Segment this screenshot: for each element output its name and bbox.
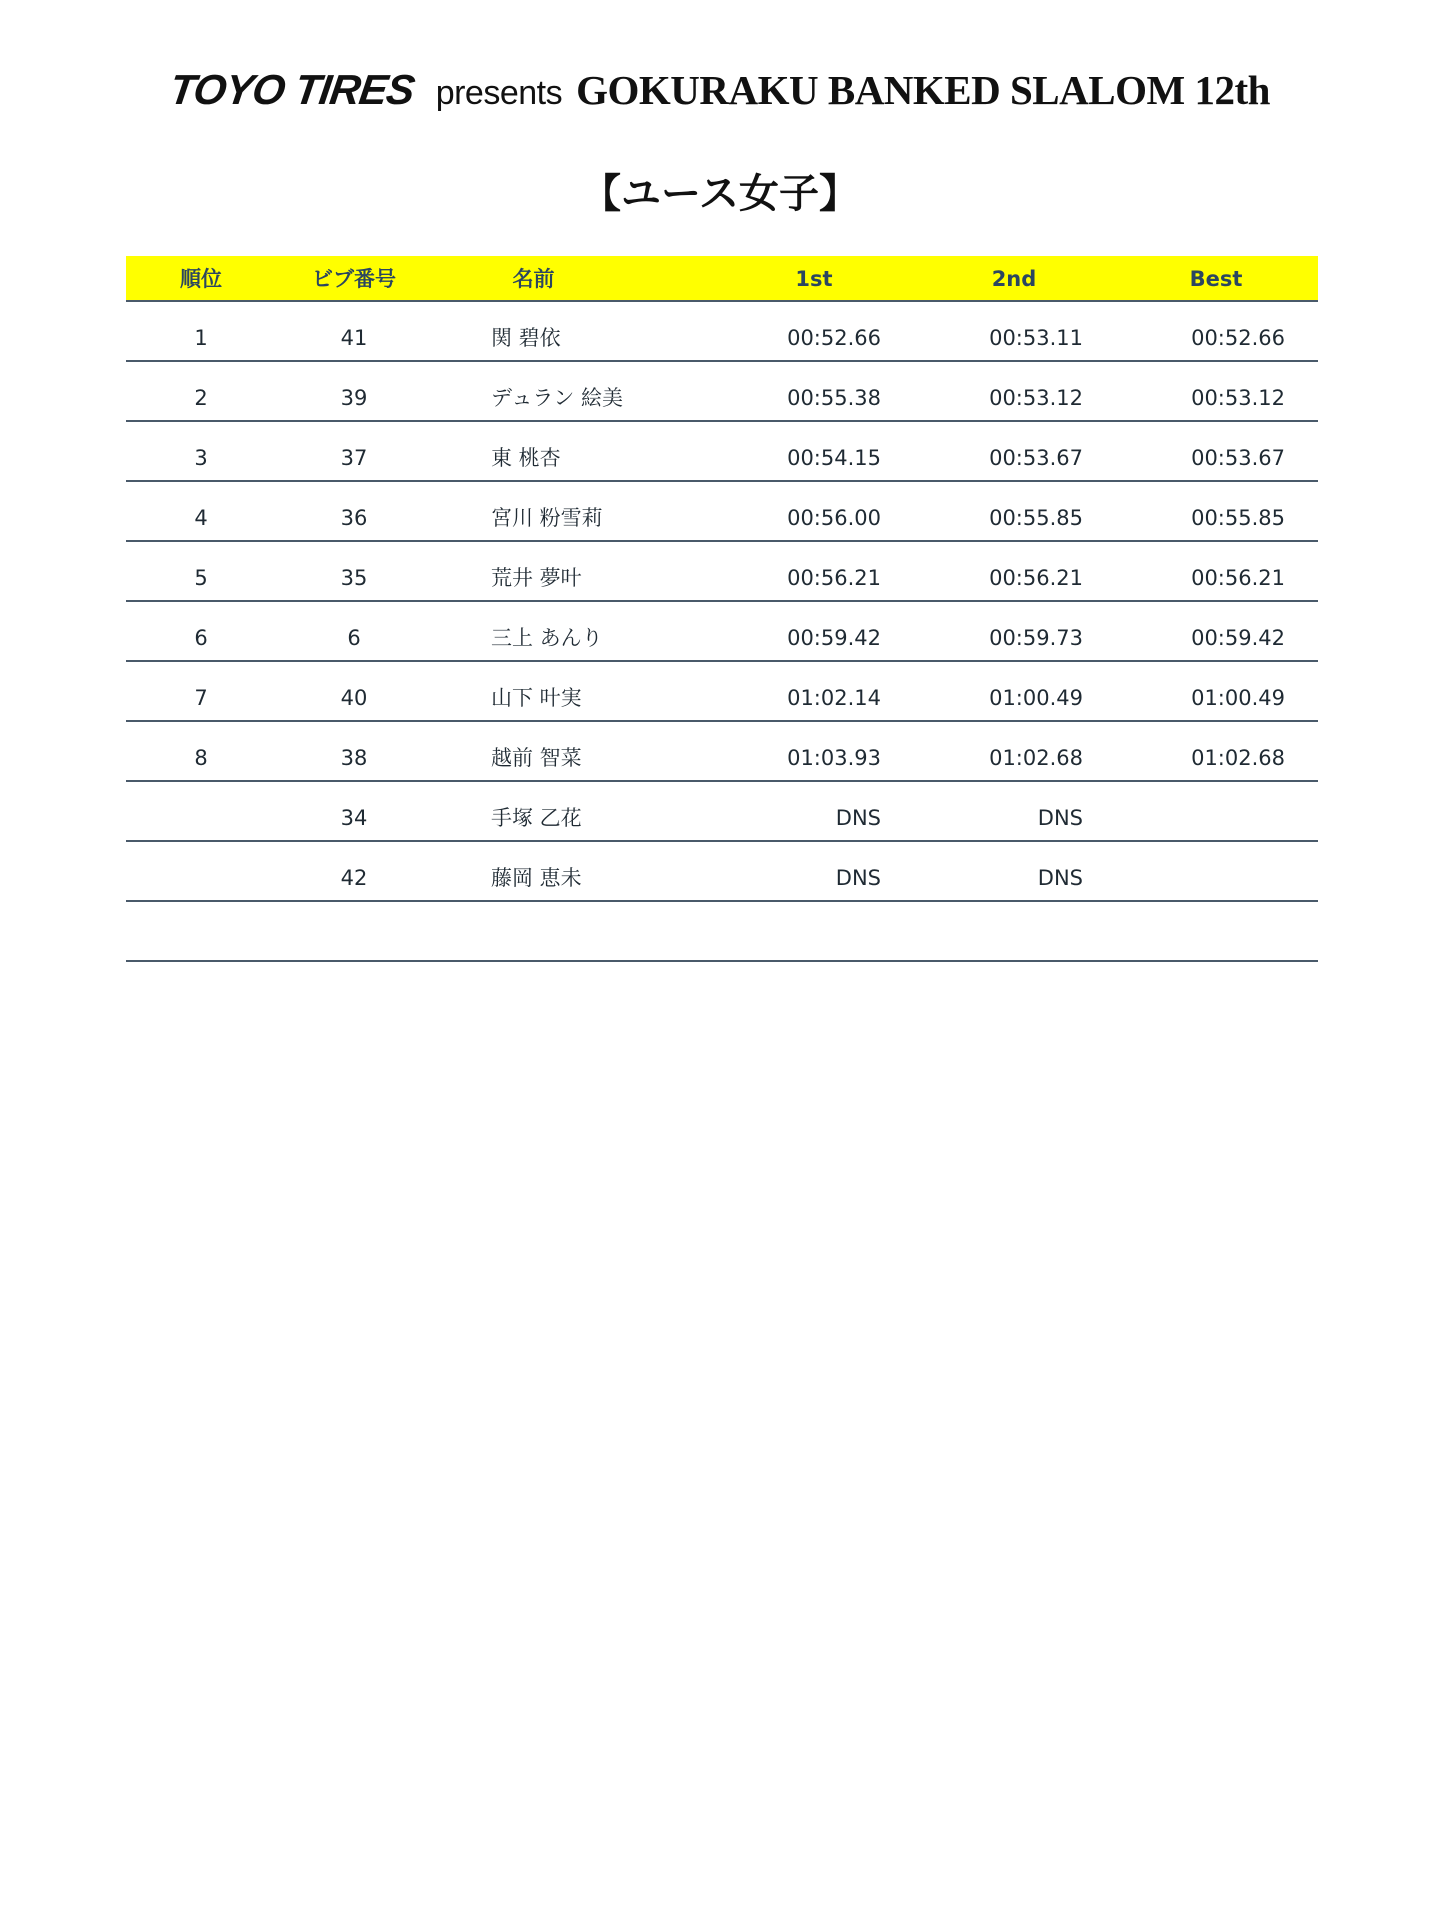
table-row xyxy=(126,482,1318,542)
name-cell: デュラン 絵美 xyxy=(491,386,624,410)
bib-cell: 39 xyxy=(340,386,368,410)
presents-text: presents xyxy=(435,74,563,112)
first-run-time-cell: 01:03.93 xyxy=(787,746,881,770)
name-cell: 荒井 夢叶 xyxy=(491,566,582,590)
second-run-time-cell: 01:00.49 xyxy=(989,686,1083,710)
first-run-time-cell: DNS xyxy=(835,866,881,890)
best-time-cell: 00:53.67 xyxy=(1191,446,1285,470)
column-header-best: Best xyxy=(1189,267,1243,291)
rank-cell: 2 xyxy=(194,386,208,410)
first-run-time-cell: 00:56.21 xyxy=(787,566,881,590)
event-title: GOKURAKU BANKED SLALOM 12th xyxy=(576,67,1270,113)
table-row xyxy=(126,542,1318,602)
bib-cell: 37 xyxy=(340,446,368,470)
name-cell: 藤岡 恵未 xyxy=(491,866,582,890)
first-run-time-cell: 01:02.14 xyxy=(787,686,881,710)
second-run-time-cell: DNS xyxy=(1037,866,1083,890)
first-run-time-cell: 00:59.42 xyxy=(787,626,881,650)
table-row xyxy=(126,302,1318,362)
first-run-time-cell: 00:56.00 xyxy=(787,506,881,530)
table-row xyxy=(126,722,1318,782)
bib-cell: 34 xyxy=(340,806,368,830)
name-cell: 山下 叶実 xyxy=(491,686,582,710)
name-cell: 手塚 乙花 xyxy=(491,806,582,830)
category-title: 【ユース女子】 xyxy=(581,171,859,217)
table-header xyxy=(126,256,1318,302)
column-header-second-run: 2nd xyxy=(991,267,1037,291)
table-row xyxy=(126,362,1318,422)
column-header-rank: 順位 xyxy=(180,267,222,291)
second-run-time-cell: 00:55.85 xyxy=(989,506,1083,530)
rank-cell: 7 xyxy=(194,686,208,710)
bib-cell: 35 xyxy=(340,566,368,590)
best-time-cell: 00:53.12 xyxy=(1191,386,1285,410)
name-cell: 関 碧依 xyxy=(491,326,561,350)
best-time-cell: 00:56.21 xyxy=(1191,566,1285,590)
name-cell: 越前 智菜 xyxy=(491,746,582,770)
rank-cell: 6 xyxy=(194,626,208,650)
second-run-time-cell: 01:02.68 xyxy=(989,746,1083,770)
results-table xyxy=(126,256,1318,962)
bib-cell: 40 xyxy=(340,686,368,710)
rank-cell: 5 xyxy=(194,566,208,590)
best-time-cell: 00:55.85 xyxy=(1191,506,1285,530)
event-header xyxy=(0,66,1440,126)
second-run-time-cell: 00:53.67 xyxy=(989,446,1083,470)
bib-cell: 6 xyxy=(347,626,361,650)
best-time-cell: 01:02.68 xyxy=(1191,746,1285,770)
rank-cell: 4 xyxy=(194,506,208,530)
first-run-time-cell: DNS xyxy=(835,806,881,830)
second-run-time-cell: 00:53.11 xyxy=(989,326,1083,350)
best-time-cell: 00:52.66 xyxy=(1191,326,1285,350)
second-run-time-cell: 00:59.73 xyxy=(989,626,1083,650)
first-run-time-cell: 00:54.15 xyxy=(787,446,881,470)
rank-cell: 8 xyxy=(194,746,208,770)
table-row xyxy=(126,662,1318,722)
rank-cell: 3 xyxy=(194,446,208,470)
table-row xyxy=(126,842,1318,902)
best-time-cell: 01:00.49 xyxy=(1191,686,1285,710)
table-row xyxy=(126,782,1318,842)
column-header-name: 名前 xyxy=(512,267,555,291)
second-run-time-cell: 00:56.21 xyxy=(989,566,1083,590)
column-header-first-run: 1st xyxy=(795,267,833,291)
table-row xyxy=(126,902,1318,962)
bib-cell: 41 xyxy=(340,326,368,350)
bib-cell: 36 xyxy=(340,506,368,530)
name-cell: 宮川 粉雪莉 xyxy=(491,506,603,530)
table-row xyxy=(126,602,1318,662)
name-cell: 三上 あんり xyxy=(491,626,603,650)
table-row xyxy=(126,422,1318,482)
brand-logo: TOYO TIRES xyxy=(166,66,418,113)
name-cell: 東 桃杏 xyxy=(491,446,561,470)
table-body xyxy=(126,302,1318,962)
second-run-time-cell: DNS xyxy=(1037,806,1083,830)
column-header-bib: ビブ番号 xyxy=(312,267,396,291)
best-time-cell: 00:59.42 xyxy=(1191,626,1285,650)
first-run-time-cell: 00:55.38 xyxy=(787,386,881,410)
first-run-time-cell: 00:52.66 xyxy=(787,326,881,350)
second-run-time-cell: 00:53.12 xyxy=(989,386,1083,410)
bib-cell: 42 xyxy=(340,866,368,890)
bib-cell: 38 xyxy=(340,746,368,770)
rank-cell: 1 xyxy=(194,326,208,350)
